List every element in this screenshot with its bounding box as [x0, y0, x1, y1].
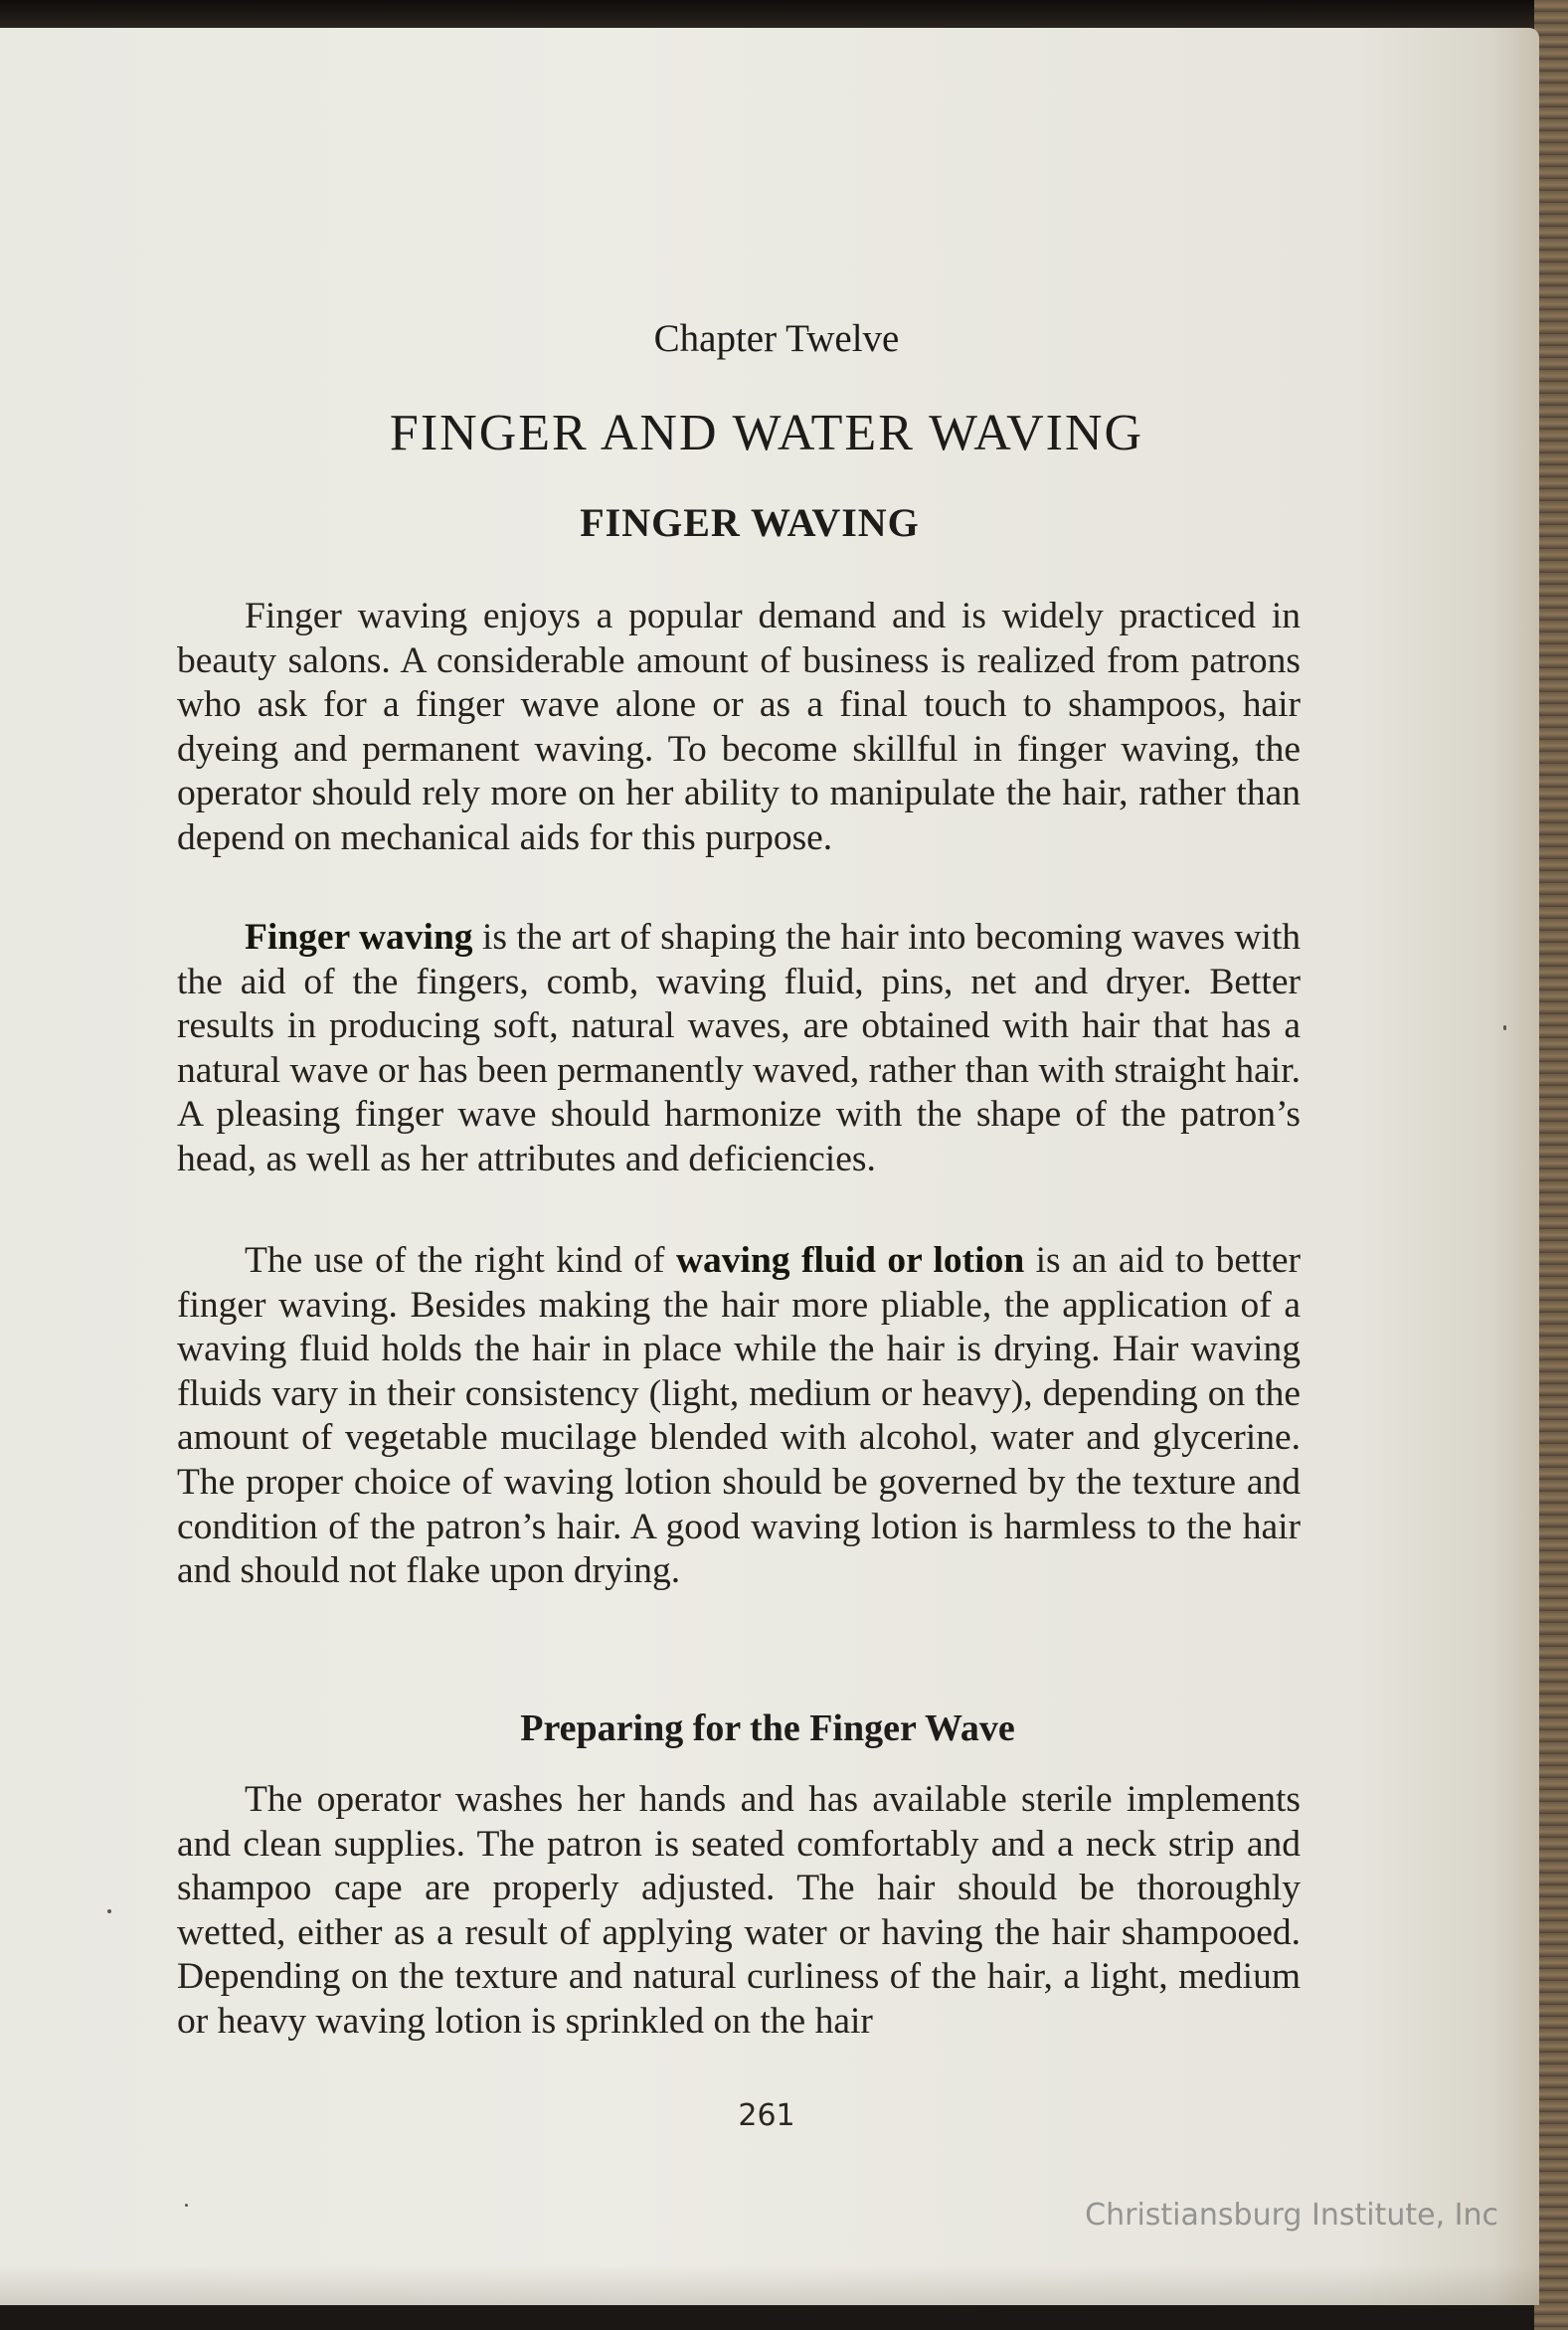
- paragraph-intro: Finger waving enjoys a popular demand and is widely practiced in beauty salons. A considerable amount of business is realized from patrons who ask for a finger wave alone or as a final touch to shampoos, hair dyeing and permanent waving. To become skillful in finger waving, the operator should rely more on her ability to manipulate the hair, rather than depend on mechanical aids for this purpose.: [177, 596, 1301, 858]
- paragraph-waving-fluid: [177, 1239, 1301, 1594]
- dust-speck: [185, 2204, 188, 2207]
- paragraph-definition-text: is the art of shaping the hair into becoming waves with the aid of the fingers, comb, waving fluid, pins, net and dryer. Better results in producing soft, natural waves, are obtained with hair that has a natural wave or has been permanently waved, rather than with straight hair. A pleasing finger wave should harmonize with the shape of the patron’s head, as well as her attributes and deficiencies.: [177, 917, 1301, 1179]
- watermark: Christiansburg Institute, Inc: [1085, 2198, 1498, 2233]
- paragraph-preparation: The operator washes her hands and has available sterile implements and clean supplies. The patron is seated comfortably and a neck strip and shampoo cape are properly adjusted. The hair should be thoroughly wetted, either as a result of applying water or having the hair shampooed. Depending on the texture and natural curliness of the hair, a light, medium or heavy waving lotion is sprinkled on the hair: [177, 1779, 1301, 2042]
- book-top-edge: [0, 0, 1568, 28]
- paragraph-waving-fluid-lead: The use of the right kind of: [245, 1240, 676, 1281]
- dust-speck: [107, 1909, 111, 1913]
- page-bottom-shadow: [0, 2265, 1539, 2305]
- bold-term-waving-fluid: waving fluid or lotion: [675, 1240, 1025, 1281]
- section-heading: FINGER WAVING: [580, 500, 920, 545]
- chapter-title: FINGER AND WATER WAVING: [389, 405, 1144, 461]
- paragraph-definition: [177, 916, 1301, 1182]
- paragraph-waving-fluid-text: is an aid to better finger waving. Besides making the hair more pliable, the application of a waving fluid holds the hair in place while the hair is drying. Hair waving fluids vary in their consistency (light, medium or heavy), depending on the amount of vegetable mucilage blended with alcohol, water and glycerine. The proper choice of waving lotion should be governed by the texture and condition of the patron’s hair. A good waving lotion is harmless to the hair and should not flake upon drying.: [177, 1240, 1301, 1592]
- dust-speck: [1503, 1025, 1506, 1030]
- chapter-label: Chapter Twelve: [653, 317, 900, 360]
- subsection-heading: Preparing for the Finger Wave: [520, 1707, 1015, 1749]
- book-page-edges: [1534, 0, 1568, 2330]
- book-page: [0, 28, 1539, 2305]
- page-number: 261: [738, 2098, 795, 2133]
- bold-term-finger-waving: Finger waving: [245, 917, 473, 958]
